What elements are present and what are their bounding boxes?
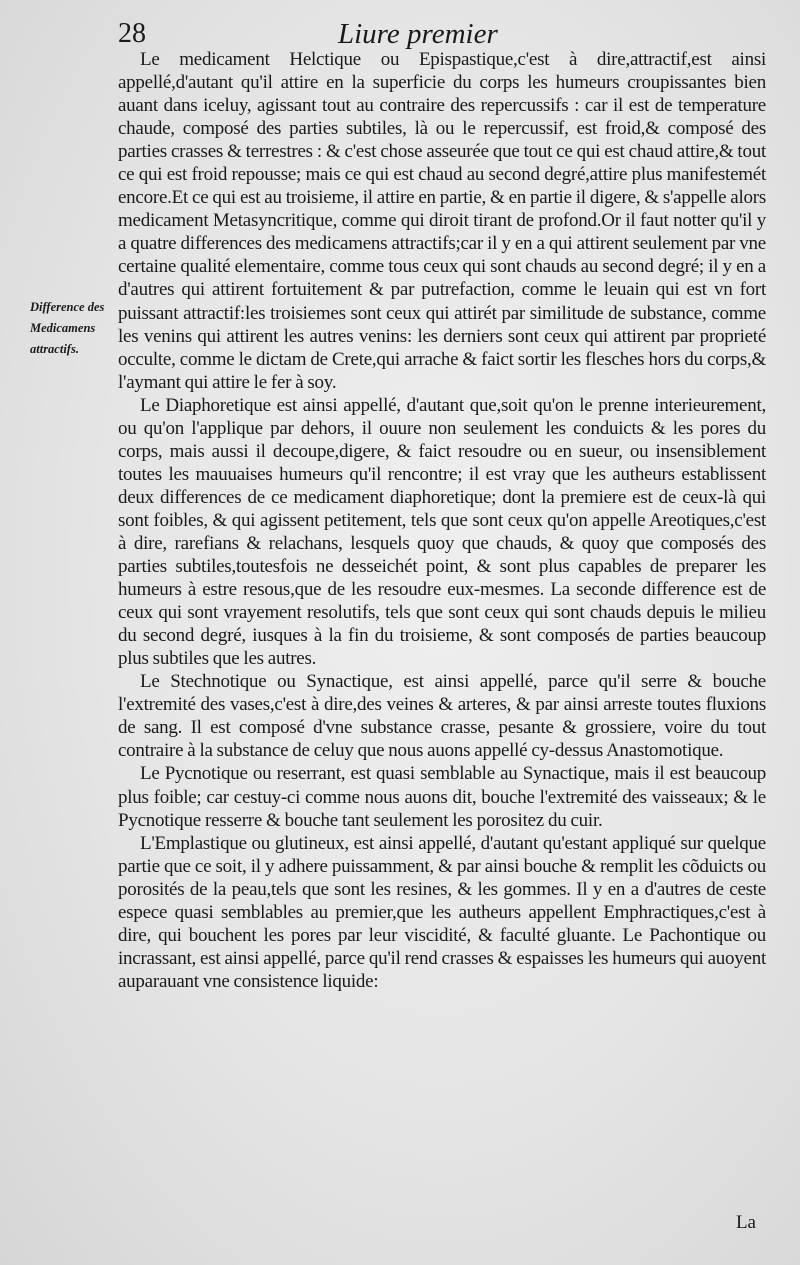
running-title: Liure premier xyxy=(338,18,498,50)
paragraph-emplastique: L'Emplastique ou glutineux, est ainsi appellé, d'autant qu'estant appliqué sur quelque partie que ce soit, il y adhere puissamment, & par ainsi bouche & remplit les cõduicts ou porosités de la peau,tels que sont les resines, & les gommes. Il y en a d'autres de ceste espece quasi semblables au premier,que les autheurs appellent Emphractiques,c'est à dire, qui bouchent les pores par leur viscidité, & faculté gluante. Le Pachontique ou incrassant, est ainsi appellé, parce qu'il rend crasses & espaisses les humeurs qui auoyent auparauant vne consistence liquide: xyxy=(118,832,766,992)
paragraph-diaphoretique: Le Diaphoretique est ainsi appellé, d'autant que,soit qu'on le prenne interieurement, ou qu'on l'applique par dehors, il ouure non seulement les conduicts & les pores du corps, mais aussi il decoupe,digere, & faict resoudre ou en sueur, ou insensiblement toutes les mauuaises humeurs qu'il rencontre; il est vray que les autheurs establissent deux differences de ce medicament diaphoretique; dont la premiere est de ceux-là qui sont foibles, & qui agissent petitement, tels que sont ceux qu'on appelle Areotiques,c'est à dire, rarefians & relachans, lesquels quoy que chauds, & quoy que composés des parties subtiles,toutesfois ne desseichét point, & sont plus capables de preparer les humeurs à estre resous,que de les resoudre eux-mesmes. La seconde difference est de ceux qui sont vrayement resolutifs, tels que sont ceux qui sont chauds depuis le milieu du second degré, iusques à la fin du troisieme, & sont composés de parties beaucoup plus subtiles que les autres. xyxy=(118,394,766,670)
margin-note: Difference des Medicamens attractifs. xyxy=(30,300,105,356)
paragraph-synactique: Le Stechnotique ou Synactique, est ainsi appellé, parce qu'il serre & bouche l'extremité des vases,c'est à dire,des veines & arteres, & par ainsi arreste toutes fluxions de sang. Il est composé d'vne substance crasse, pesante & grossiere, voire du tout contraire à la substance de celuy que nous auons appellé cy-dessus Anastomotique. xyxy=(118,671,766,762)
page-number: 28 xyxy=(118,18,146,49)
catchword: La xyxy=(735,1212,756,1233)
paragraph-attractif: Le medicament Helctique ou Epispastique,c'est à dire,attractif,est ainsi appellé,d'autant qu'il attire en la superficie du corps les humeurs croupissantes bien auant dans iceluy, agissant tout au contraire des repercussifs : car il est de temperature chaude, composé des parties subtiles, là ou le repercussif, est froid,& composé des parties crasses & terrestres : & c'est chose asseurée que tout ce qui est chaud attire,& tout ce qui est froid repousse; mais ce qui est chaud au second degré,attire plus manifestemét encore.Et ce qui est au troisieme, il attire en partie, & en partie il digere, & s'appelle alors medicament Metasyncritique, comme qui diroit tirant de profond.Or il faut notter qu'il y a quatre differences des medicamens attractifs;car il y en a qui attirent seulement par vne certaine qualité elementaire, comme tous ceux qui sont chauds au second degré; il y en a d'autres qui attirent fortuitement & par putrefaction, comme le leuain qui est vn fort puissant attractif:les troisiemes sont ceux qui attirét par similitude de substance, comme les venins qui attirent les autres venins: les derniers sont ceux qui attirent par proprieté occulte, comme le dictam de Crete,qui arrache & faict sortir les flesches hors du corps,& l'aymant qui attire le fer à soy. xyxy=(118,49,766,393)
paragraph-pycnotique: Le Pycnotique ou reserrant, est quasi semblable au Synactique, mais il est beaucoup plus foible; car cestuy-ci comme nous auons dit, bouche l'extremité des vaisseaux; & le Pycnotique resserre & bouche tant seulement les porositez du cuir. xyxy=(118,763,766,831)
body-text xyxy=(118,48,766,993)
page-header xyxy=(118,18,768,52)
